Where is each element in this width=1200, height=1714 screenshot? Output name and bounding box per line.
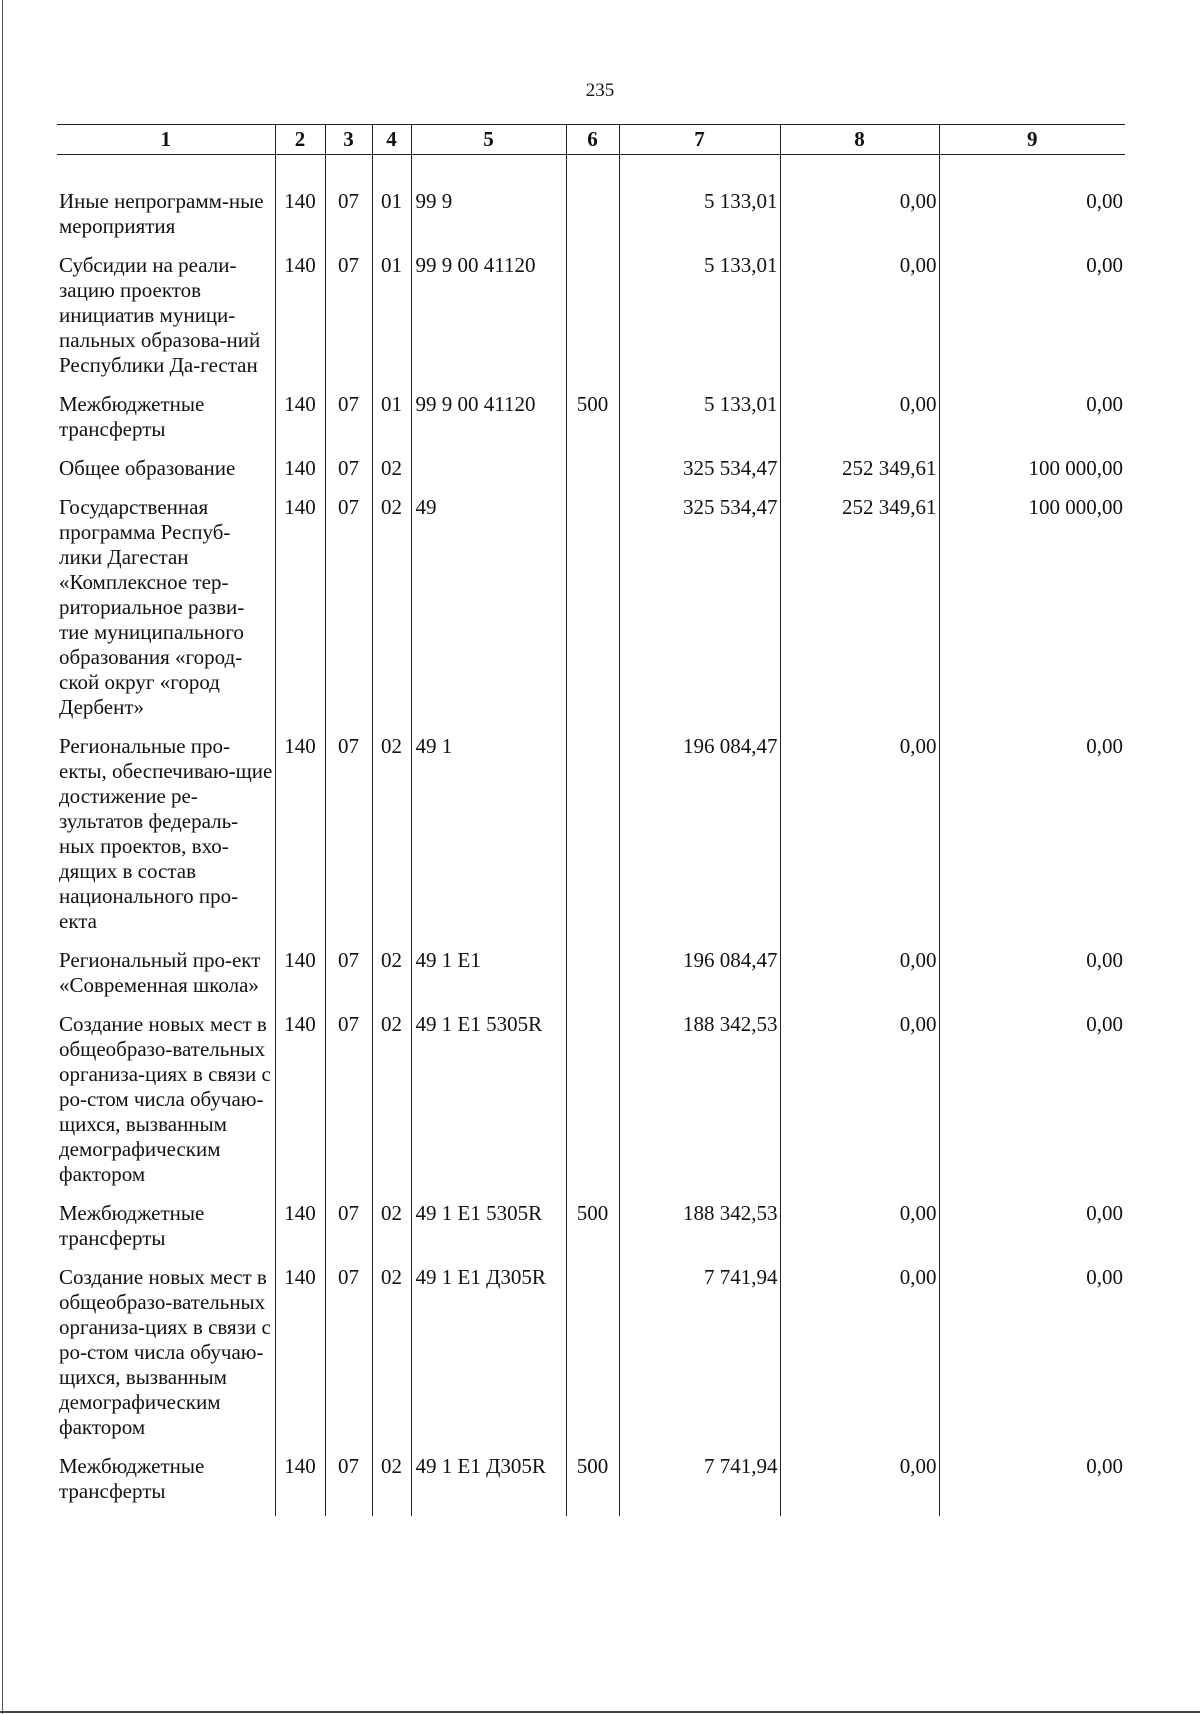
column-header: 7 [619,125,780,155]
row-amount-cell: 0,00 [780,948,939,1012]
row-code-cell: 140 [275,734,325,948]
row-amount-cell: 100 000,00 [1028,495,1123,519]
row-amount-cell: 0,00 [780,734,939,948]
row-code-cell: 02 [372,1012,411,1201]
row-code-cell: 07 [325,155,372,254]
row-code-cell: 140 [275,392,325,456]
row-code-cell: 07 [325,1201,372,1265]
row-amount-cell: 0,00 [780,1012,939,1201]
row-name-cell: Иные непрограмм-ные мероприятия [57,155,275,254]
row-amount-cell: 188 342,53 [619,1201,780,1265]
row-code-cell: 01 [372,392,411,456]
column-header: 1 [57,125,275,155]
row-amount-cell: 0,00 [1086,1454,1123,1478]
table-body [57,155,1125,1517]
table-row [57,734,1125,948]
row-expense-type-cell [566,253,619,392]
column-header: 3 [325,125,372,155]
row-code-cell: 02 [372,734,411,948]
row-code-cell: 07 [325,1265,372,1454]
row-amount-cell: 0,00 [1086,253,1123,277]
row-amount-cell: 0,00 [780,392,939,456]
row-target-code-cell: 49 1 [411,734,566,948]
row-expense-type-cell [566,495,619,734]
row-amount-cell: 0,00 [1086,734,1123,758]
row-amount-cell: 0,00 [780,155,939,254]
column-header: 4 [372,125,411,155]
row-expense-type-cell [566,155,619,254]
row-name-cell: Региональные про-екты, обеспечиваю-щие достижение ре-зультатов федераль-ных проектов, вхо-дящих в состав национального про-екта [57,734,275,948]
row-amount-cell: 325 534,47 [619,495,780,734]
row-code-cell: 140 [275,495,325,734]
row-amount-cell: 196 084,47 [619,734,780,948]
row-amount-cell: 5 133,01 [619,392,780,456]
row-code-cell: 02 [372,948,411,1012]
row-expense-type-cell [566,1012,619,1201]
row-target-code-cell: 99 9 00 41120 [411,392,566,456]
row-expense-type-cell [566,1265,619,1454]
row-amount-cell: 0,00 [780,253,939,392]
table-row [57,155,1125,254]
row-code-cell: 02 [372,1201,411,1265]
row-amount-cell: 5 133,01 [619,155,780,254]
row-code-cell: 140 [275,1201,325,1265]
row-code-cell: 07 [325,392,372,456]
row-amount-cell: 0,00 [780,1265,939,1454]
row-code-cell: 02 [372,1265,411,1454]
column-header: 5 [411,125,566,155]
row-target-code-cell: 49 1 E1 5305R [411,1012,566,1201]
row-code-cell: 140 [275,1454,325,1516]
row-name-cell: Межбюджетные трансферты [57,1201,275,1265]
row-name-cell: Создание новых мест в общеобразо-вательных организа-циях в связи с ро-стом числа обучаю-щихся, вызванным демографическим фактором [57,1265,275,1454]
row-name-cell: Общее образование [57,456,275,495]
row-name-cell: Межбюджетные трансферты [57,1454,275,1516]
row-name-cell: Государственная программа Респуб-лики Дагестан «Комплексное тер-риториальное разви-тие муниципального образования «город-ской округ «город Дербент» [57,495,275,734]
row-amount-cell: 0,00 [1086,948,1123,972]
row-code-cell: 140 [275,948,325,1012]
row-code-cell: 01 [372,155,411,254]
row-code-cell: 07 [325,734,372,948]
row-code-cell: 07 [325,1454,372,1516]
column-header: 9 [939,125,1125,155]
table-header-row [57,125,1125,155]
row-target-code-cell: 49 1 E1 5305R [411,1201,566,1265]
row-amount-cell: 100 000,00 [1028,456,1123,480]
row-expense-type-cell [566,456,619,495]
row-amount-cell: 0,00 [780,1201,939,1265]
column-header: 8 [780,125,939,155]
row-code-cell: 140 [275,253,325,392]
row-code-cell: 140 [275,1012,325,1201]
row-amount-cell: 188 342,53 [619,1012,780,1201]
row-code-cell: 01 [372,253,411,392]
row-code-cell: 02 [372,456,411,495]
row-amount-cell: 0,00 [1086,189,1123,213]
row-amount-cell: 0,00 [1086,1265,1123,1289]
row-code-cell: 07 [325,495,372,734]
table-row [57,456,1125,495]
row-code-cell: 02 [372,1454,411,1516]
row-name-cell: Субсидии на реали-зацию проектов инициатив муници-пальных образова-ний Республики Да-гестан [57,253,275,392]
table-row [57,253,1125,392]
row-amount-cell: 7 741,94 [619,1454,780,1516]
table-row [57,1201,1125,1265]
scan-edge-bottom [0,1711,1200,1713]
row-name-cell: Региональный про-ект «Современная школа» [57,948,275,1012]
scan-edge-left [2,0,3,1714]
row-amount-cell: 0,00 [1086,1201,1123,1225]
row-amount-cell: 0,00 [780,1454,939,1516]
row-expense-type-cell: 500 [566,1201,619,1265]
row-expense-type-cell: 500 [566,392,619,456]
row-amount-cell: 5 133,01 [619,253,780,392]
row-code-cell: 07 [325,253,372,392]
row-amount-cell: 325 534,47 [619,456,780,495]
row-amount-cell: 252 349,61 [780,456,939,495]
row-target-code-cell: 49 1 E1 Д305R [411,1454,566,1516]
row-amount-cell: 7 741,94 [619,1265,780,1454]
row-expense-type-cell [566,948,619,1012]
row-target-code-cell: 99 9 [411,155,566,254]
table-row [57,1454,1125,1516]
row-amount-cell: 252 349,61 [780,495,939,734]
table-row [57,392,1125,456]
row-target-code-cell: 99 9 00 41120 [411,253,566,392]
row-target-code-cell: 49 1 E1 Д305R [411,1265,566,1454]
row-code-cell: 02 [372,495,411,734]
table-row [57,1012,1125,1201]
row-target-code-cell: 49 [411,495,566,734]
column-header: 6 [566,125,619,155]
row-code-cell: 07 [325,948,372,1012]
row-code-cell: 07 [325,1012,372,1201]
row-name-cell: Создание новых мест в общеобразо-вательных организа-циях в связи с ро-стом числа обучаю-щихся, вызванным демографическим фактором [57,1012,275,1201]
row-expense-type-cell [566,734,619,948]
row-code-cell: 07 [325,456,372,495]
row-expense-type-cell: 500 [566,1454,619,1516]
table-row [57,948,1125,1012]
row-code-cell: 140 [275,155,325,254]
table-row [57,1265,1125,1454]
page-number: 235 [585,80,615,101]
row-amount-cell: 196 084,47 [619,948,780,1012]
table-row [57,495,1125,734]
row-code-cell: 140 [275,456,325,495]
row-target-code-cell [411,456,566,495]
row-amount-cell: 0,00 [1086,1012,1123,1036]
row-code-cell: 140 [275,1265,325,1454]
column-header: 2 [275,125,325,155]
row-name-cell: Межбюджетные трансферты [57,392,275,456]
row-target-code-cell: 49 1 E1 [411,948,566,1012]
row-amount-cell: 0,00 [1086,392,1123,416]
budget-table [57,124,1125,1516]
budget-table-container [57,124,1125,1516]
